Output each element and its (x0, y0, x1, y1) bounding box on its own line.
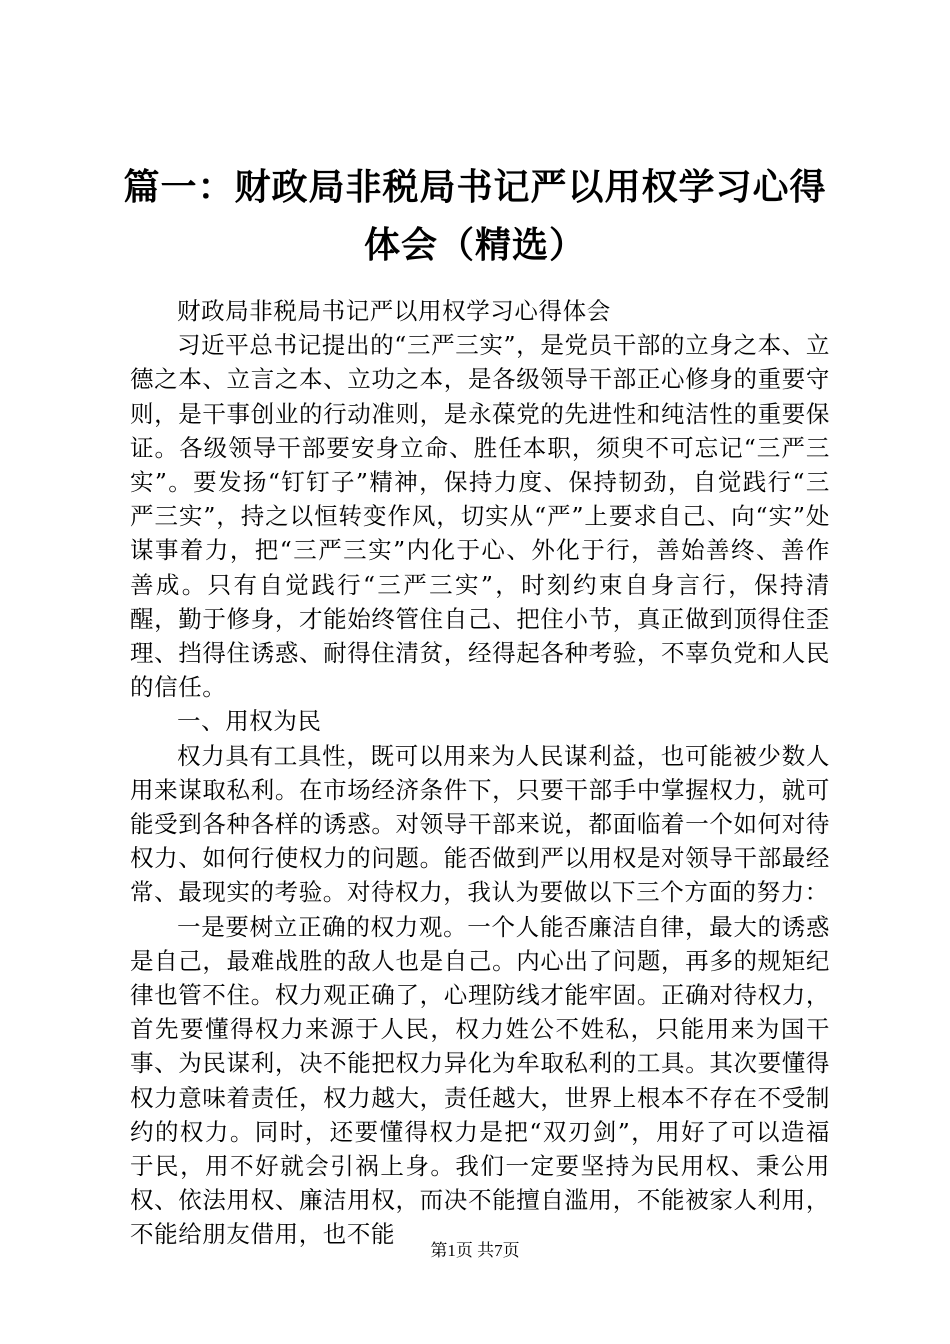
page-footer: 第1页 共7页 (430, 1241, 520, 1260)
document-title: 篇一：财政局非税局书记严以用权学习心得体会（精选） (123, 166, 827, 266)
section-heading: 一、用权为民 (177, 707, 322, 736)
document-body (130, 294, 830, 1252)
intro-paragraph: 习近平总书记提出的“三严三实”，是党员干部的立身之本、立德之本、立言之本、立功之本，是各级领导干部正心修身的重要守则，是干事创业的行动准则，是永葆党的先进性和纯洁性的重要保证。各级领导干部要安身立命、胜任本职，须臾不可忘记“三严三实”。要发扬“钉钉子”精神，保持力度、保持韧劲，自觉践行“三严三实”，持之以恒转变作风，切实从“严”上要求自己、向“实”处谋事着力，把“三严三实”内化于心、外化于行，善始善终、善作善成。只有自觉践行“三严三实”，时刻约束自身言行，保持清醒，勤于修身，才能始终管住自己、把住小节，真正做到顶得住歪理、挡得住诱惑、耐得住清贫，经得起各种考验，不辜负党和人民的信任。 (130, 331, 830, 702)
body-paragraph: 权力具有工具性，既可以用来为人民谋利益，也可能被少数人用来谋取私利。在市场经济条件下，只要干部手中掌握权力，就可能受到各种各样的诱惑。对领导干部来说，都面临着一个如何对待权力、如何行使权力的问题。能否做到严以用权是对领导干部最经常、最现实的考验。对待权力，我认为要做以下三个方面的努力： (130, 741, 830, 907)
body-paragraph: 一是要树立正确的权力观。一个人能否廉洁自律，最大的诱惑是自己，最难战胜的敌人也是自己。内心出了问题，再多的规矩纪律也管不住。权力观正确了，心理防线才能牢固。正确对待权力，首先要懂得权力来源于人民，权力姓公不姓私，只能用来为国干事、为民谋利，决不能把权力异化为牟取私利的工具。其次要懂得权力意味着责任，权力越大，责任越大，世界上根本不存在不受制约的权力。同时，还要懂得权力是把“双刃剑”，用好了可以造福于民，用不好就会引祸上身。我们一定要坚持为民用权、秉公用权、依法用权、廉洁用权，而决不能擅自滥用，不能被家人利用，不能给朋友借用，也不能 (130, 912, 830, 1249)
subtitle-paragraph: 财政局非税局书记严以用权学习心得体会 (177, 297, 611, 325)
